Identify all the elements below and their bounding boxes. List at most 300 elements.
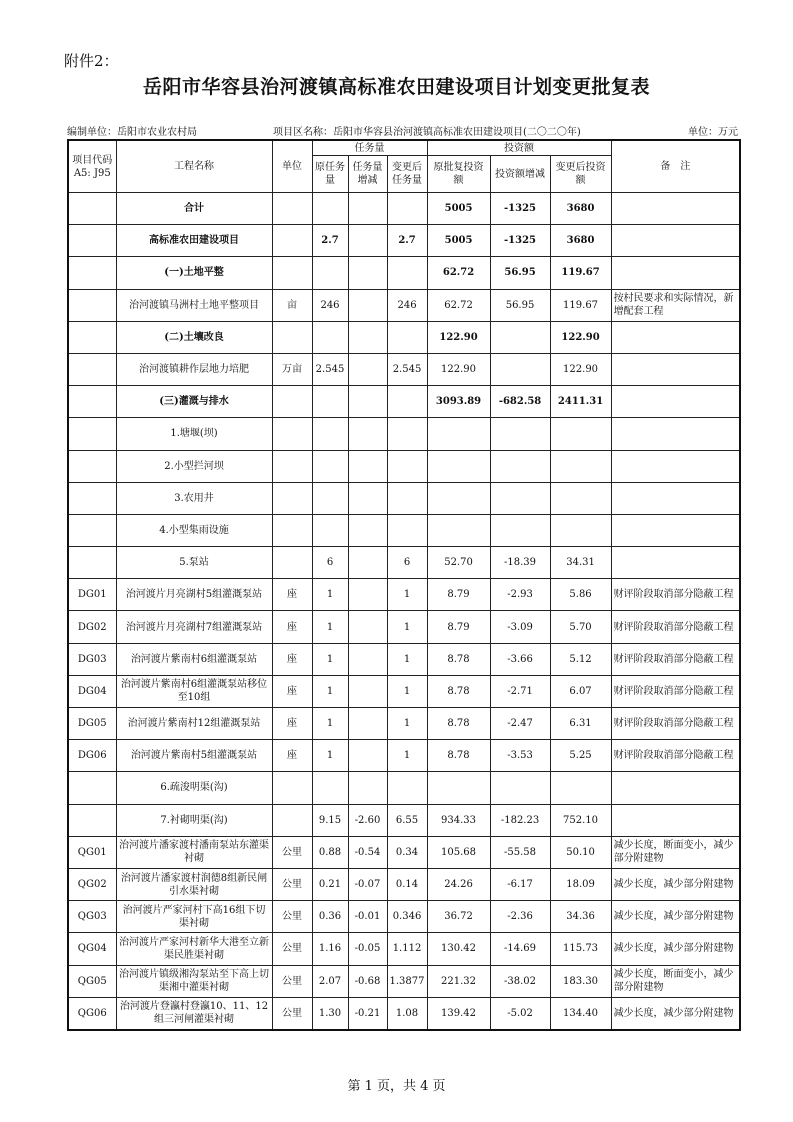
table-row	[68, 225, 740, 257]
cell-investment-change: -5.02	[490, 997, 550, 1030]
cell-unit: 公里	[272, 933, 312, 965]
cell-orig-investment: 8.78	[427, 708, 490, 740]
cell-investment-change	[490, 450, 550, 482]
cell-new-task: 2.7	[387, 225, 427, 257]
cell-note	[611, 353, 740, 385]
cell-investment-change: -182.23	[490, 804, 550, 836]
cell-task-change	[348, 450, 387, 482]
cell-orig-investment	[427, 772, 490, 804]
cell-investment-change: -3.53	[490, 740, 550, 772]
cell-orig-investment: 5005	[427, 193, 490, 225]
cell-unit	[272, 193, 312, 225]
cell-orig-task: 1	[312, 740, 348, 772]
cell-name: 7.衬砌明渠(沟)	[116, 804, 272, 836]
cell-investment-change: -18.39	[490, 547, 550, 579]
cell-name: 2.小型拦河坝	[116, 450, 272, 482]
cell-name: 治河渡片紫南村6组灌溉泵站移位至10组	[116, 675, 272, 707]
cell-code: DG02	[68, 611, 116, 643]
cell-new-task: 1	[387, 611, 427, 643]
cell-note: 减少长度，减少部分附建物	[611, 933, 740, 965]
cell-orig-task	[312, 514, 348, 546]
cell-new-task	[387, 386, 427, 418]
cell-task-change: -0.68	[348, 965, 387, 997]
cell-name: 6.疏浚明渠(沟)	[116, 772, 272, 804]
cell-unit	[272, 225, 312, 257]
cell-investment-change: -1325	[490, 193, 550, 225]
cell-note: 减少长度，断面变小，减少部分附建物	[611, 965, 740, 997]
table-row	[68, 997, 740, 1030]
cell-orig-investment: 105.68	[427, 836, 490, 868]
cell-new-investment: 6.31	[550, 708, 611, 740]
cell-task-change	[348, 740, 387, 772]
cell-orig-investment: 122.90	[427, 353, 490, 385]
cell-task-change	[348, 289, 387, 321]
cell-orig-investment: 8.78	[427, 675, 490, 707]
cell-note: 减少长度，减少部分附建物	[611, 901, 740, 933]
cell-new-investment: 6.07	[550, 675, 611, 707]
header-new-task: 变更后任务量	[387, 156, 427, 193]
cell-orig-task: 0.36	[312, 901, 348, 933]
table-row	[68, 708, 740, 740]
cell-orig-investment: 36.72	[427, 901, 490, 933]
header-unit: 单位	[272, 140, 312, 193]
cell-new-task	[387, 514, 427, 546]
cell-note	[611, 225, 740, 257]
cell-orig-investment	[427, 514, 490, 546]
cell-name: 治河渡片潘家渡村潘南泵站东灌渠衬砌	[116, 836, 272, 868]
page-footer: 第 1 页，共 4 页	[347, 1079, 446, 1094]
table-row	[68, 836, 740, 868]
cell-orig-task	[312, 321, 348, 353]
cell-orig-task: 6	[312, 547, 348, 579]
cell-new-investment	[550, 514, 611, 546]
cell-investment-change: -2.93	[490, 579, 550, 611]
cell-code	[68, 482, 116, 514]
cell-investment-change: -38.02	[490, 965, 550, 997]
cell-investment-change: 56.95	[490, 289, 550, 321]
cell-name: 治河渡片紫南村6组灌溉泵站	[116, 643, 272, 675]
cell-note: 减少长度，减少部分附建物	[611, 868, 740, 900]
cell-task-change	[348, 547, 387, 579]
cell-unit	[272, 257, 312, 289]
cell-task-change	[348, 386, 387, 418]
cell-code	[68, 225, 116, 257]
cell-note: 财评阶段取消部分隐蔽工程	[611, 579, 740, 611]
header-note: 备 注	[611, 140, 740, 193]
cell-task-change	[348, 257, 387, 289]
cell-code	[68, 450, 116, 482]
cell-new-task	[387, 482, 427, 514]
cell-orig-investment	[427, 482, 490, 514]
cell-note: 财评阶段取消部分隐蔽工程	[611, 740, 740, 772]
cell-investment-change: -14.69	[490, 933, 550, 965]
cell-orig-task	[312, 386, 348, 418]
cell-investment-change: -2.36	[490, 901, 550, 933]
table-row	[68, 193, 740, 225]
cell-investment-change: -55.58	[490, 836, 550, 868]
cell-new-task	[387, 193, 427, 225]
cell-investment-change	[490, 772, 550, 804]
cell-note	[611, 482, 740, 514]
cell-new-task	[387, 321, 427, 353]
cell-orig-task: 2.7	[312, 225, 348, 257]
cell-name: (二)土壤改良	[116, 321, 272, 353]
cell-code	[68, 772, 116, 804]
cell-note: 财评阶段取消部分隐蔽工程	[611, 611, 740, 643]
cell-orig-investment: 8.79	[427, 579, 490, 611]
cell-orig-task: 1.30	[312, 997, 348, 1030]
cell-new-investment: 119.67	[550, 289, 611, 321]
cell-new-investment: 50.10	[550, 836, 611, 868]
table-row	[68, 514, 740, 546]
table-row	[68, 643, 740, 675]
cell-unit: 公里	[272, 836, 312, 868]
compiler-unit: 编制单位：岳阳市农业农村局	[67, 127, 197, 138]
cell-new-task: 1	[387, 708, 427, 740]
cell-code: DG01	[68, 579, 116, 611]
cell-name: 治河渡镇马洲村土地平整项目	[116, 289, 272, 321]
cell-name: 治河渡片月亮湖村5组灌溉泵站	[116, 579, 272, 611]
cell-name: 高标准农田建设项目	[116, 225, 272, 257]
cell-orig-investment	[427, 450, 490, 482]
table-row	[68, 740, 740, 772]
cell-code	[68, 257, 116, 289]
cell-new-task	[387, 418, 427, 450]
cell-code	[68, 386, 116, 418]
cell-code	[68, 418, 116, 450]
cell-new-task: 1	[387, 579, 427, 611]
cell-unit	[272, 418, 312, 450]
cell-note: 按村民要求和实际情况，新增配套工程	[611, 289, 740, 321]
table-row	[68, 353, 740, 385]
cell-code	[68, 547, 116, 579]
document-title: 岳阳市华容县治河渡镇高标准农田建设项目计划变更批复表	[142, 76, 650, 98]
cell-code	[68, 289, 116, 321]
cell-new-task: 6	[387, 547, 427, 579]
cell-new-investment	[550, 482, 611, 514]
cell-investment-change: -682.58	[490, 386, 550, 418]
cell-unit	[272, 804, 312, 836]
table-row	[68, 386, 740, 418]
cell-code	[68, 514, 116, 546]
cell-orig-task	[312, 482, 348, 514]
cell-code: DG06	[68, 740, 116, 772]
cell-code: QG03	[68, 901, 116, 933]
cell-unit	[272, 386, 312, 418]
cell-code	[68, 353, 116, 385]
cell-task-change	[348, 579, 387, 611]
cell-new-task: 2.545	[387, 353, 427, 385]
cell-new-investment: 752.10	[550, 804, 611, 836]
cell-orig-task: 1	[312, 611, 348, 643]
table-row	[68, 675, 740, 707]
cell-new-investment	[550, 450, 611, 482]
cell-unit: 座	[272, 675, 312, 707]
cell-orig-investment: 8.79	[427, 611, 490, 643]
cell-note: 减少长度，减少部分附建物	[611, 997, 740, 1030]
cell-unit: 公里	[272, 868, 312, 900]
cell-orig-task: 246	[312, 289, 348, 321]
cell-orig-task: 1	[312, 675, 348, 707]
cell-new-investment: 34.31	[550, 547, 611, 579]
cell-code	[68, 193, 116, 225]
cell-orig-task	[312, 193, 348, 225]
cell-new-task: 1.08	[387, 997, 427, 1030]
cell-unit	[272, 547, 312, 579]
cell-unit: 万亩	[272, 353, 312, 385]
cell-new-investment: 115.73	[550, 933, 611, 965]
cell-investment-change: -3.66	[490, 643, 550, 675]
cell-name: 治河渡片登瀛村登瀛10、11、12组三河闸灌渠衬砌	[116, 997, 272, 1030]
cell-note	[611, 418, 740, 450]
cell-task-change	[348, 321, 387, 353]
table-row	[68, 547, 740, 579]
cell-note	[611, 257, 740, 289]
cell-new-task: 0.346	[387, 901, 427, 933]
cell-name: 治河渡片严家河村新华大港至立新渠民胜渠衬砌	[116, 933, 272, 965]
cell-note: 财评阶段取消部分隐蔽工程	[611, 708, 740, 740]
cell-task-change: -0.05	[348, 933, 387, 965]
cell-unit: 座	[272, 708, 312, 740]
cell-new-investment: 5.25	[550, 740, 611, 772]
cell-orig-task: 1	[312, 643, 348, 675]
cell-orig-task: 0.21	[312, 868, 348, 900]
change-approval-table	[67, 139, 741, 1031]
table-row	[68, 901, 740, 933]
cell-note	[611, 514, 740, 546]
cell-new-task: 1.3877	[387, 965, 427, 997]
cell-task-change	[348, 611, 387, 643]
cell-unit: 座	[272, 611, 312, 643]
cell-unit: 座	[272, 740, 312, 772]
cell-name: 治河渡片严家河村下高16组下切渠衬砌	[116, 901, 272, 933]
cell-new-task: 0.34	[387, 836, 427, 868]
cell-name: 3.农用井	[116, 482, 272, 514]
cell-unit: 公里	[272, 997, 312, 1030]
cell-task-change	[348, 514, 387, 546]
cell-new-investment: 122.90	[550, 321, 611, 353]
cell-investment-change	[490, 418, 550, 450]
cell-orig-task: 1	[312, 579, 348, 611]
cell-name: 治河渡片镇级湘沟泵站至下高上切渠湘中灌渠衬砌	[116, 965, 272, 997]
cell-orig-investment: 24.26	[427, 868, 490, 900]
cell-orig-investment: 139.42	[427, 997, 490, 1030]
table-row	[68, 257, 740, 289]
table-row	[68, 321, 740, 353]
cell-name: (三)灌溉与排水	[116, 386, 272, 418]
header-task-change: 任务量增减	[348, 156, 387, 193]
cell-note	[611, 547, 740, 579]
cell-name: 合计	[116, 193, 272, 225]
cell-unit	[272, 514, 312, 546]
cell-investment-change	[490, 353, 550, 385]
cell-name: (一)土地平整	[116, 257, 272, 289]
cell-orig-task	[312, 772, 348, 804]
cell-note: 财评阶段取消部分隐蔽工程	[611, 675, 740, 707]
table-row	[68, 772, 740, 804]
cell-code	[68, 804, 116, 836]
cell-note	[611, 804, 740, 836]
cell-orig-task: 1	[312, 708, 348, 740]
cell-task-change	[348, 772, 387, 804]
cell-unit: 公里	[272, 965, 312, 997]
cell-investment-change	[490, 321, 550, 353]
cell-orig-task	[312, 450, 348, 482]
cell-new-investment: 5.70	[550, 611, 611, 643]
cell-investment-change: -2.47	[490, 708, 550, 740]
cell-orig-investment: 934.33	[427, 804, 490, 836]
header-orig-task: 原任务量	[312, 156, 348, 193]
header-investment-change: 投资额增减	[490, 156, 550, 193]
cell-code: DG04	[68, 675, 116, 707]
table-row	[68, 289, 740, 321]
cell-unit	[272, 321, 312, 353]
cell-orig-task: 9.15	[312, 804, 348, 836]
cell-name: 治河渡片紫南村5组灌溉泵站	[116, 740, 272, 772]
cell-orig-investment: 122.90	[427, 321, 490, 353]
cell-note	[611, 450, 740, 482]
table-row	[68, 579, 740, 611]
cell-new-investment: 18.09	[550, 868, 611, 900]
cell-investment-change	[490, 514, 550, 546]
cell-name: 5.泵站	[116, 547, 272, 579]
cell-orig-investment: 62.72	[427, 257, 490, 289]
table-row	[68, 418, 740, 450]
cell-task-change	[348, 418, 387, 450]
cell-task-change	[348, 225, 387, 257]
cell-code: DG03	[68, 643, 116, 675]
cell-code: QG04	[68, 933, 116, 965]
cell-code: QG01	[68, 836, 116, 868]
table-row	[68, 933, 740, 965]
cell-investment-change: -2.71	[490, 675, 550, 707]
cell-orig-investment	[427, 418, 490, 450]
cell-name: 治河渡片月亮湖村7组灌溉泵站	[116, 611, 272, 643]
cell-new-investment: 5.86	[550, 579, 611, 611]
cell-new-investment	[550, 772, 611, 804]
cell-unit: 座	[272, 643, 312, 675]
cell-new-task: 0.14	[387, 868, 427, 900]
cell-unit: 公里	[272, 901, 312, 933]
header-new-investment: 变更后投资额	[550, 156, 611, 193]
cell-orig-investment: 8.78	[427, 740, 490, 772]
cell-new-task	[387, 772, 427, 804]
cell-note: 财评阶段取消部分隐蔽工程	[611, 643, 740, 675]
cell-new-task	[387, 450, 427, 482]
cell-new-investment: 3680	[550, 225, 611, 257]
cell-note	[611, 193, 740, 225]
cell-code: DG05	[68, 708, 116, 740]
cell-code: QG06	[68, 997, 116, 1030]
cell-name: 4.小型集雨设施	[116, 514, 272, 546]
cell-investment-change: -1325	[490, 225, 550, 257]
cell-note: 减少长度，断面变小，减少部分附建物	[611, 836, 740, 868]
cell-unit	[272, 450, 312, 482]
cell-investment-change: -6.17	[490, 868, 550, 900]
cell-name: 治河渡片潘家渡村润德8组新民闸引水渠衬砌	[116, 868, 272, 900]
cell-investment-change	[490, 482, 550, 514]
cell-task-change: -0.21	[348, 997, 387, 1030]
currency-unit: 单位：万元	[688, 127, 738, 138]
header-name: 工程名称	[116, 140, 272, 193]
cell-task-change: -2.60	[348, 804, 387, 836]
cell-orig-task: 1.16	[312, 933, 348, 965]
cell-unit: 亩	[272, 289, 312, 321]
cell-new-task: 246	[387, 289, 427, 321]
cell-new-investment	[550, 418, 611, 450]
cell-code	[68, 321, 116, 353]
cell-orig-investment: 62.72	[427, 289, 490, 321]
cell-orig-task: 0.88	[312, 836, 348, 868]
cell-orig-task	[312, 257, 348, 289]
cell-orig-investment: 52.70	[427, 547, 490, 579]
cell-unit: 座	[272, 579, 312, 611]
cell-orig-task: 2.07	[312, 965, 348, 997]
cell-task-change	[348, 353, 387, 385]
attachment-label: 附件2：	[64, 52, 119, 70]
cell-task-change	[348, 193, 387, 225]
cell-orig-task	[312, 418, 348, 450]
cell-new-investment: 3680	[550, 193, 611, 225]
cell-new-investment: 34.36	[550, 901, 611, 933]
cell-code: QG02	[68, 868, 116, 900]
cell-orig-investment: 221.32	[427, 965, 490, 997]
cell-new-task: 1.112	[387, 933, 427, 965]
cell-task-change: -0.01	[348, 901, 387, 933]
cell-new-task: 6.55	[387, 804, 427, 836]
cell-orig-investment: 3093.89	[427, 386, 490, 418]
table-row	[68, 965, 740, 997]
cell-code: QG05	[68, 965, 116, 997]
cell-name: 1.塘堰(坝)	[116, 418, 272, 450]
cell-new-task: 1	[387, 675, 427, 707]
table-row	[68, 611, 740, 643]
cell-task-change: -0.54	[348, 836, 387, 868]
table-row	[68, 868, 740, 900]
table-row	[68, 482, 740, 514]
cell-orig-task: 2.545	[312, 353, 348, 385]
cell-name: 治河渡镇耕作层地力培肥	[116, 353, 272, 385]
header-task: 任务量	[312, 140, 427, 156]
cell-note	[611, 321, 740, 353]
cell-orig-investment: 130.42	[427, 933, 490, 965]
cell-note	[611, 772, 740, 804]
cell-investment-change: -3.09	[490, 611, 550, 643]
cell-unit	[272, 772, 312, 804]
cell-note	[611, 386, 740, 418]
cell-task-change	[348, 482, 387, 514]
cell-new-investment: 183.30	[550, 965, 611, 997]
cell-new-task: 1	[387, 740, 427, 772]
cell-new-investment: 122.90	[550, 353, 611, 385]
table-row	[68, 804, 740, 836]
cell-new-investment: 5.12	[550, 643, 611, 675]
cell-task-change	[348, 675, 387, 707]
cell-investment-change: 56.95	[490, 257, 550, 289]
header-investment: 投资额	[427, 140, 611, 156]
cell-new-investment: 134.40	[550, 997, 611, 1030]
cell-new-investment: 2411.31	[550, 386, 611, 418]
table-row	[68, 450, 740, 482]
header-orig-investment: 原批复投资额	[427, 156, 490, 193]
cell-unit	[272, 482, 312, 514]
header-code: 项目代码A5: J95	[68, 140, 116, 193]
cell-new-investment: 119.67	[550, 257, 611, 289]
cell-orig-investment: 8.78	[427, 643, 490, 675]
cell-new-task	[387, 257, 427, 289]
cell-name: 治河渡片紫南村12组灌溉泵站	[116, 708, 272, 740]
project-area-name: 项目区名称：岳阳市华容县治河渡镇高标准农田建设项目(二〇二〇年)	[273, 127, 581, 138]
